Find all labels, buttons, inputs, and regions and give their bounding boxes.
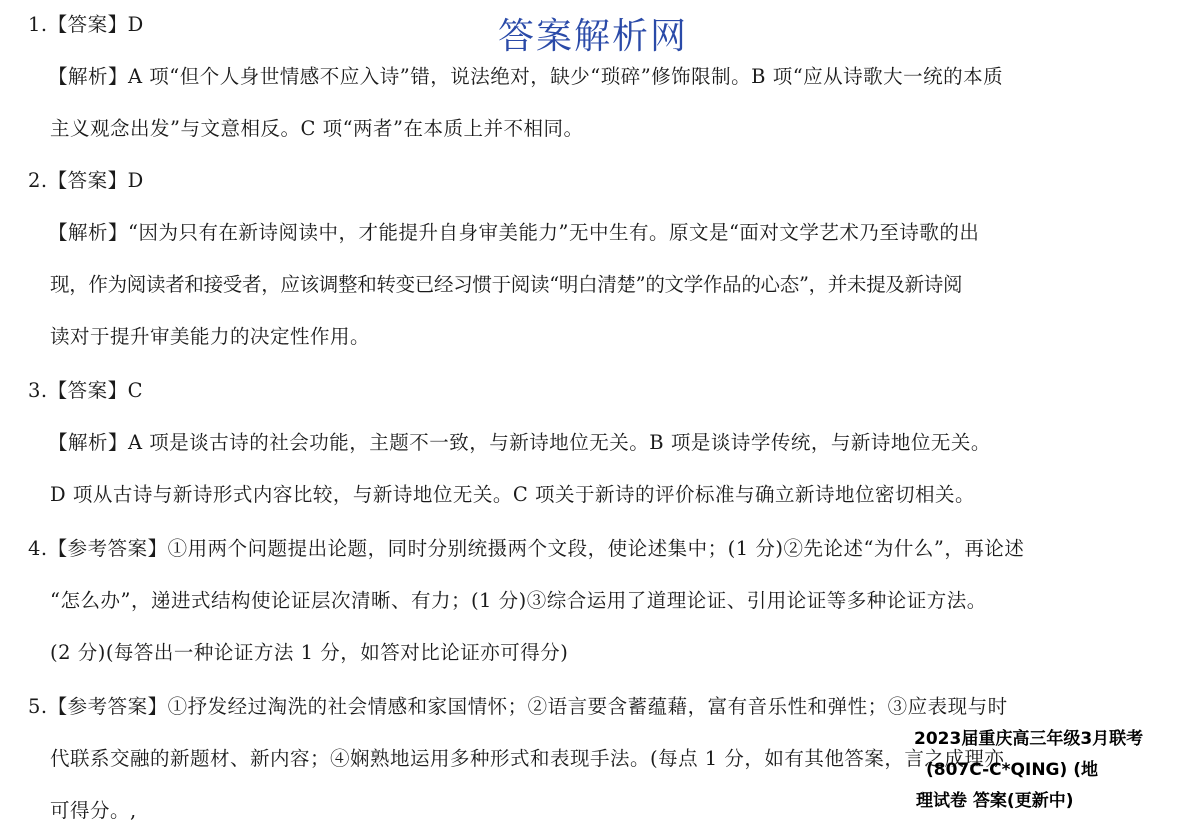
q4-answer-line-2	[50, 588, 987, 614]
q2-answer-line	[28, 168, 144, 194]
q4-answer-text-1: ①用两个问题提出论题，同时分别统摄两个文段，使论述集中；(1 分)②先论述“为什么”，再论述	[167, 537, 1025, 560]
q1-answer-label: 【答案】	[47, 13, 128, 36]
q3-answer: C	[127, 379, 144, 402]
q3-analysis-text-1: A 项是谈古诗的社会功能，主题不一致，与新诗地位无关。B 项是谈诗学传统，与新诗地位无关。	[128, 431, 991, 454]
q3-analysis-line-1	[48, 430, 991, 456]
q3-analysis-line-2	[50, 482, 975, 508]
q5-answer-text-3: 可得分。,	[50, 799, 137, 822]
q2-answer: D	[127, 169, 144, 192]
q1-analysis-text-1: A 项“但个人身世情感不应入诗”错，说法绝对，缺少“琐碎”修饰限制。B 项“应从诗歌大一统的本质	[128, 65, 1004, 88]
q2-analysis-text-1: “因为只有在新诗阅读中，才能提升自身审美能力”无中生有。原文是“面对文学艺术乃至诗歌的出	[128, 221, 980, 244]
q5-number: 5.	[28, 695, 48, 718]
q3-answer-label: 【答案】	[47, 379, 128, 402]
q3-analysis-label: 【解析】	[48, 431, 129, 454]
q1-analysis-line-2	[50, 116, 584, 142]
q4-answer-line-1	[28, 536, 1024, 562]
q2-number: 2.	[28, 169, 48, 192]
q5-answer-text-1: ①抒发经过淘洗的社会情感和家国情怀；②语言要含蓄蕴藉，富有音乐性和弹性；③应表现与时	[167, 695, 1008, 718]
q1-analysis-text-2: 主义观念出发”与文意相反。C 项“两者”在本质上并不相同。	[50, 117, 584, 140]
q2-analysis-line-2	[50, 272, 962, 298]
q1-number: 1.	[28, 13, 48, 36]
q4-answer-line-3	[50, 640, 568, 666]
stamp-line-1: 2023届重庆高三年级3月联考	[914, 729, 1144, 749]
q3-number: 3.	[28, 379, 48, 402]
exam-source-stamp	[914, 724, 1190, 817]
q2-answer-label: 【答案】	[47, 169, 128, 192]
q3-answer-line	[28, 378, 143, 404]
q5-answer-text-2: 代联系交融的新题材、新内容；④娴熟地运用多种形式和表现手法。(每点 1 分，如有其他答案，言之成理亦	[50, 747, 1005, 770]
q1-answer: D	[127, 13, 144, 36]
q2-analysis-text-2: 现，作为阅读者和接受者，应该调整和转变已经习惯于阅读“明白清楚”的文学作品的心态”，并未提及新诗阅	[50, 273, 963, 296]
q2-analysis-line-3	[50, 324, 370, 350]
q5-answer-label: 【参考答案】	[47, 695, 168, 718]
q5-answer-line-1	[28, 694, 1008, 720]
stamp-line-2: (807C-C*QING) (地	[926, 760, 1098, 780]
q4-answer-text-2: “怎么办”，递进式结构使论证层次清晰、有力；(1 分)③综合运用了道理论证、引用论证等多种论证方法。	[50, 589, 987, 612]
q3-analysis-text-2: D 项从古诗与新诗形式内容比较，与新诗地位无关。C 项关于新诗的评价标准与确立新诗地位密切相关。	[50, 483, 975, 506]
q5-answer-line-2	[50, 746, 1004, 772]
q1-analysis-line-1	[48, 64, 1003, 90]
q4-answer-text-3: (2 分)(每答出一种论证方法 1 分，如答对比论证亦可得分)	[50, 641, 569, 664]
q4-answer-label: 【参考答案】	[47, 537, 168, 560]
q4-number: 4.	[28, 537, 48, 560]
q2-analysis-text-3: 读对于提升审美能力的决定性作用。	[50, 325, 371, 348]
q5-answer-line-3	[50, 798, 137, 824]
q2-analysis-label: 【解析】	[48, 221, 129, 244]
stamp-line-3: 理试卷 答案(更新中)	[916, 791, 1074, 811]
q2-analysis-line-1	[48, 220, 979, 246]
watermark-title: 答案解析网	[498, 16, 689, 57]
q1-answer-line	[28, 12, 144, 38]
q1-analysis-label: 【解析】	[48, 65, 129, 88]
